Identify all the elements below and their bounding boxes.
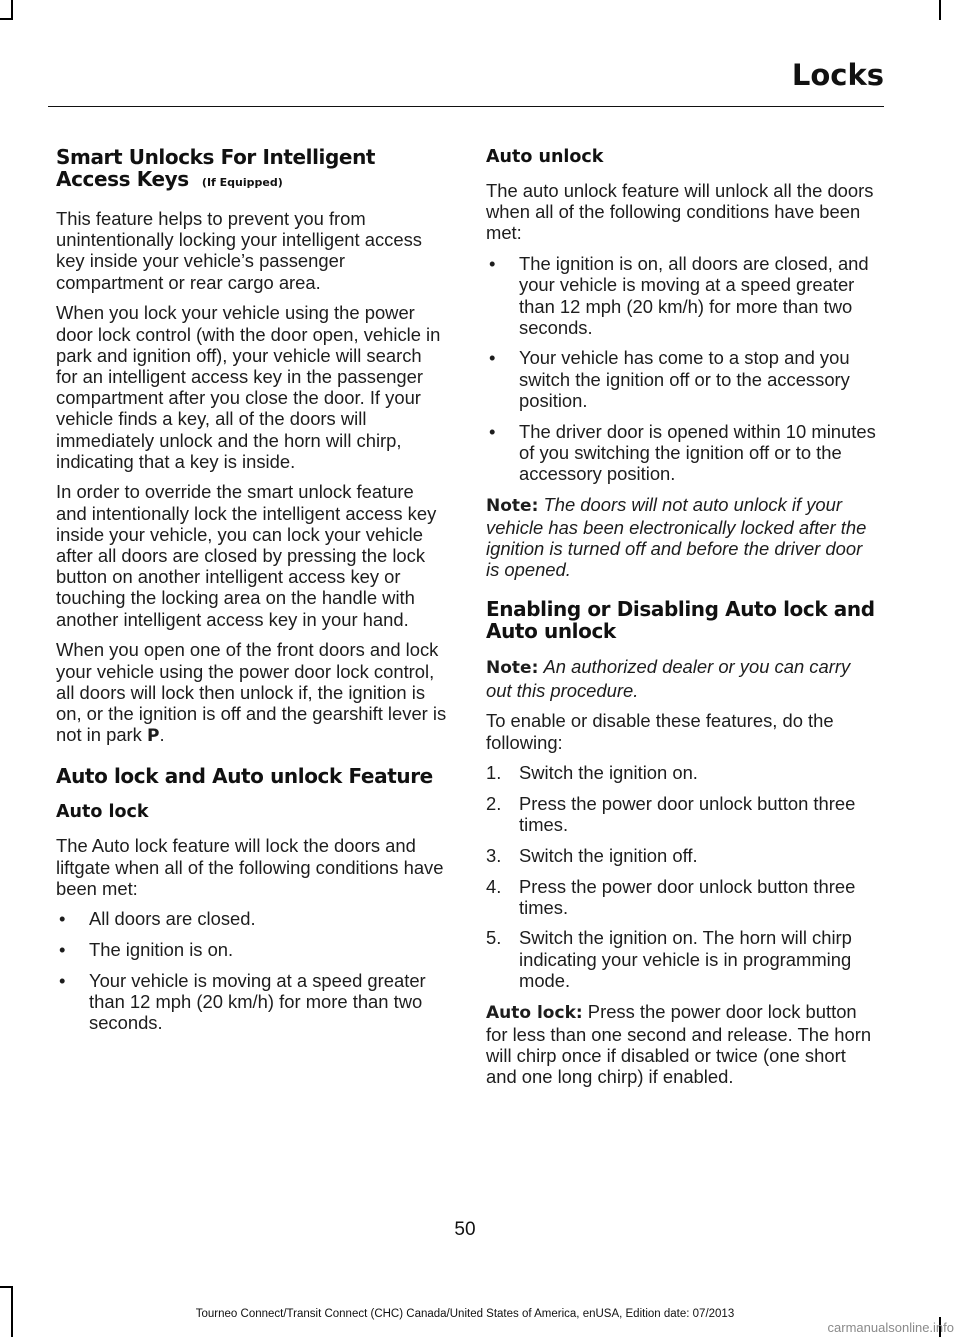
page-title: Locks — [791, 58, 884, 92]
step-text: Press the power door unlock button three times. — [519, 875, 856, 918]
paragraph: In order to override the smart unlock feature and intentionally lock the intelligent access key inside your vehicle, you can lock your vehicle after all doors are closed by pressing the lock button on another intelligent access key or touching the locking area on the handle with another intelligent access key in your hand. — [56, 481, 437, 630]
run-in-label: Auto lock: — [486, 1002, 583, 1023]
crop-mark-bottom-left-h — [0, 1286, 13, 1288]
step-text: Switch the ignition on. The horn will chirp indicating your vehicle is in programming mode. — [519, 927, 852, 991]
paragraph-text: Press the power door lock button for less than one second and release. The horn will chirp once if disabled or twice (one short and one long chirp) if enabled. — [486, 1000, 872, 1088]
note — [486, 656, 878, 700]
note-text: The doors will not auto unlock if your vehicle has been electronically locked after the ignition is turned off and before the driver door is opened. — [486, 493, 867, 581]
step-number: 2. — [486, 792, 502, 814]
step-number: 4. — [486, 875, 502, 897]
heading-auto-lock-feature: Auto lock and Auto unlock Feature — [56, 764, 433, 789]
note — [486, 494, 878, 581]
list-item: • The ignition is on. — [56, 939, 448, 960]
edition-footer: Tourneo Connect/Transit Connect (CHC) Canada/United States of America, enUSA, Edition date: 07/2013 — [195, 1308, 735, 1320]
note-label: Note: — [486, 495, 539, 516]
subheading-auto-lock: Auto lock — [56, 802, 149, 823]
list-item — [486, 762, 878, 783]
crop-mark-top-left-h — [0, 18, 13, 20]
crop-mark-top-left-v — [11, 0, 13, 20]
step-text: Press the power door unlock button three times. — [519, 792, 856, 836]
paragraph: The auto unlock feature will unlock all the doors when all of the following conditions have been met: — [486, 180, 874, 244]
left-column — [56, 146, 448, 1043]
list-item: • Your vehicle has come to a stop and you switch the ignition off or to the accessory position. — [486, 347, 878, 411]
subheading-auto-unlock: Auto unlock — [486, 147, 604, 167]
list-item — [486, 927, 878, 991]
heading-smart-unlocks-text: Smart Unlocks For Intelligent Access Keys — [56, 145, 376, 191]
list-item — [486, 793, 878, 835]
paragraph-text: When you open one of the front doors and lock your vehicle using the power door lock control, all doors will lock then unlock if, the ignition is on, or the ignition is off and the gearshift lever is not in park — [56, 639, 447, 746]
paragraph — [56, 639, 448, 747]
list-item: • Your vehicle is moving at a speed greater than 12 mph (20 km/h) for more than two seconds. — [56, 970, 448, 1034]
list-item — [486, 845, 878, 866]
header-divider — [48, 106, 884, 107]
list-item: • The ignition is on, all doors are closed, and your vehicle is moving at a speed greater than 12 mph (20 km/h) for more than two seconds. — [486, 253, 878, 338]
list-item: • The driver door is opened within 10 minutes of you switching the ignition off or to the accessory position. — [486, 421, 878, 485]
auto-lock-conditions-list — [56, 908, 448, 1033]
heading-enabling-disabling: Enabling or Disabling Auto lock and Auto unlock — [486, 597, 875, 644]
if-equipped-tag: (If Equipped) — [201, 176, 283, 189]
gear-park-symbol: P — [147, 726, 160, 747]
crop-mark-top-right-v — [939, 0, 941, 20]
note-text: An authorized dealer or you can carry out this procedure. — [486, 656, 851, 701]
note-label: Note: — [486, 658, 539, 679]
watermark: carmanualsonline.info — [827, 1320, 954, 1335]
step-text: Switch the ignition off. — [519, 844, 698, 866]
list-item: • All doors are closed. — [56, 908, 448, 929]
heading-smart-unlocks — [56, 146, 448, 194]
paragraph: The Auto lock feature will lock the doors and liftgate when all of the following conditions have been met: — [56, 835, 444, 899]
step-number: 3. — [486, 844, 502, 866]
right-column — [486, 146, 878, 1097]
paragraph: To enable or disable these features, do the following: — [486, 710, 834, 753]
page-number: 50 — [454, 1219, 476, 1240]
list-item — [486, 876, 878, 918]
auto-unlock-conditions-list — [486, 253, 878, 484]
step-text: Switch the ignition on. — [519, 762, 698, 784]
paragraph-end: . — [159, 724, 165, 746]
paragraph: This feature helps to prevent you from unintentionally locking your intelligent access key inside your vehicle’s passenger compartment or rear cargo area. — [56, 208, 422, 293]
paragraph — [486, 1001, 878, 1088]
step-number: 5. — [486, 927, 502, 949]
programming-steps-list — [486, 762, 878, 991]
paragraph: When you lock your vehicle using the power door lock control (with the door open, vehicle in park and ignition off), your vehicle will search for an intelligent access key in the passenger compartment after you close the door. If your vehicle finds a key, all of the doors will immediately unlock and the horn will chirp, indicating that a key is inside. — [56, 302, 441, 472]
step-number: 1. — [486, 762, 502, 784]
